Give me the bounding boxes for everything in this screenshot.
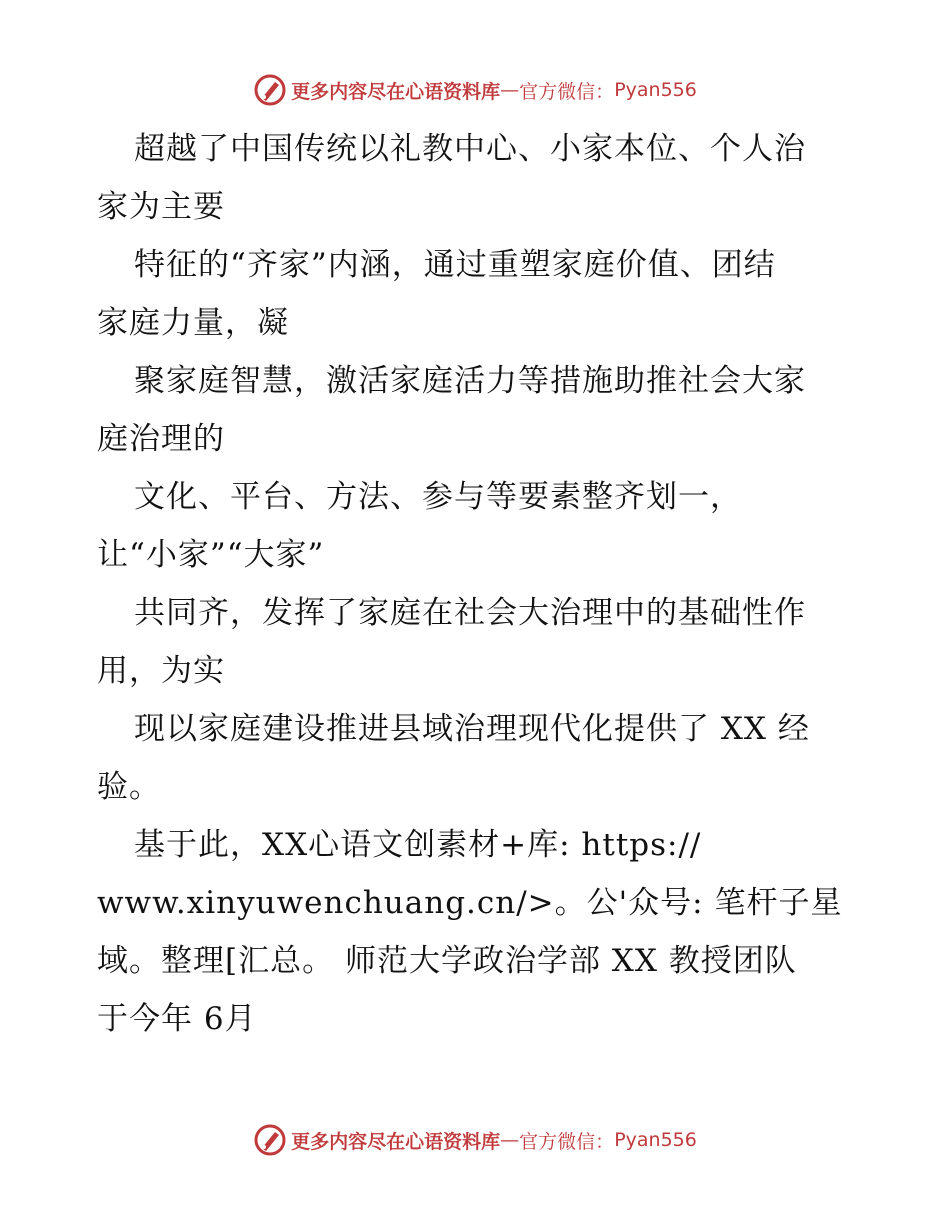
header-banner [0,70,950,110]
footer-wechat-label: 官方微信： [519,1130,615,1153]
footer-separator: — [500,1129,520,1151]
body-line: 用，为实 [97,653,225,689]
body-line: 验。 [97,769,161,805]
body-line: 文化、平台、方法、参与等要素整齐划一， [134,479,742,515]
body-line: 家庭力量，凝 [97,305,289,341]
header-wechat-label: 官方微信： [519,80,615,103]
body-line: 域。整理[汇总。 师范大学政治学部 XX 教授团队 [97,943,797,979]
pen-logo-icon [253,73,287,107]
footer-main-text: 更多内容尽在心语资料库 [291,1130,501,1153]
body-line: 基于此，XX心语文创素材+库: https:// [134,827,702,863]
body-line: 让“小家”“大家” [97,537,325,573]
body-line: 共同齐，发挥了家庭在社会大治理中的基础性作 [134,595,806,631]
footer-banner [0,1120,950,1160]
body-line: 特征的“齐家”内涵，通过重塑家庭价值、团结 [134,247,776,283]
header-main-text: 更多内容尽在心语资料库 [291,80,501,103]
body-line: 家为主要 [97,189,225,225]
header-wechat-id: Pyan556 [614,79,697,101]
body-line: www.xinyuwenchuang.cn/>。公'众号: 笔杆子星 [97,885,843,921]
body-line: 于今年 6月 [97,1001,257,1037]
header-separator: — [500,79,520,101]
body-line: 庭治理的 [97,421,225,457]
body-line: 超越了中国传统以礼教中心、小家本位、个人治 [134,131,806,167]
pen-logo-icon [253,1123,287,1157]
footer-wechat-id: Pyan556 [614,1129,697,1151]
document-body [97,120,857,1048]
body-line: 聚家庭智慧，激活家庭活力等措施助推社会大家 [134,363,806,399]
body-line: 现以家庭建设推进县域治理现代化提供了 XX 经 [134,711,810,747]
